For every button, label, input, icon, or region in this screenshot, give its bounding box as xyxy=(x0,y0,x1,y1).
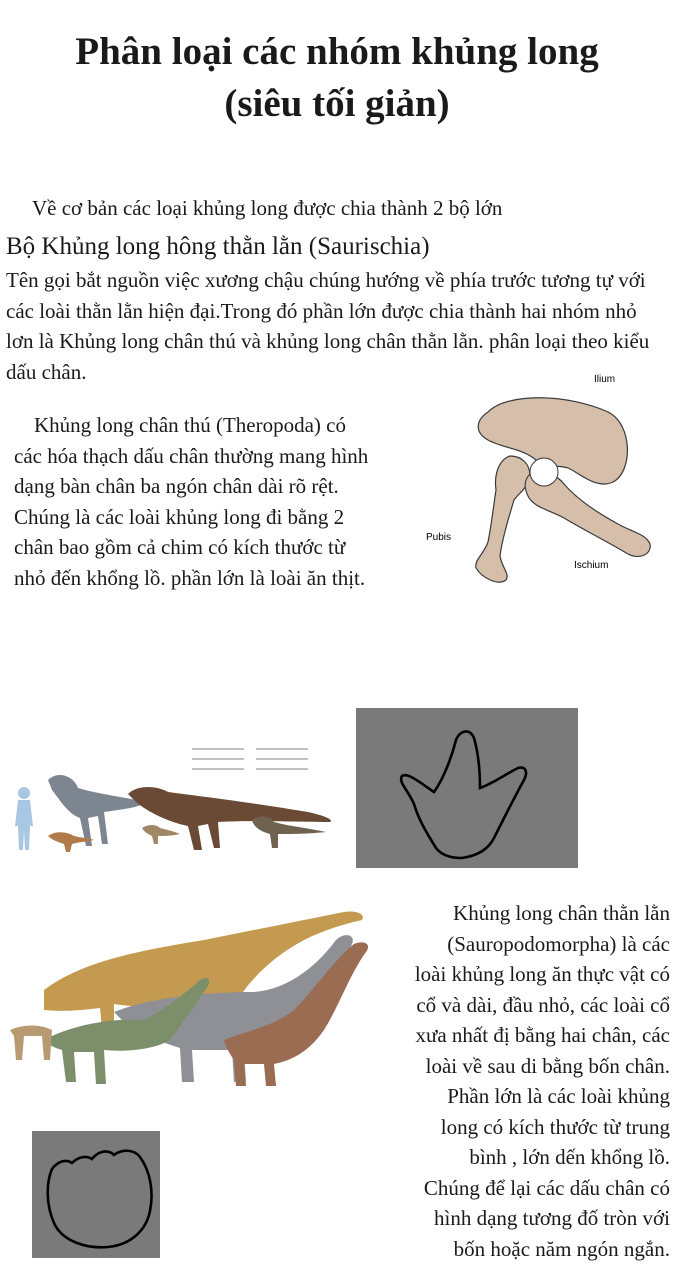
saurischian-pelvis-diagram xyxy=(418,372,674,594)
sauropod-line: (Sauropodomorpha) là các xyxy=(447,931,670,956)
sauropod-small-tan xyxy=(10,1026,52,1061)
sauropod-footprint-panel xyxy=(32,1131,160,1258)
round-footprint-icon xyxy=(32,1131,160,1258)
sauropod-line: hình dạng tương đố tròn với xyxy=(434,1206,670,1230)
theropoda-description xyxy=(14,410,374,593)
saurischia-heading: Bộ Khủng long hông thằn lằn (Saurischia) xyxy=(6,233,430,260)
intro-text: Về cơ bản các loại khủng long được chia thành 2 bộ lớn xyxy=(32,196,503,220)
theropod-footprint-panel xyxy=(356,708,578,868)
sauropod-line: bốn hoặc năm ngón ngắn. xyxy=(453,1236,670,1261)
sauropod-line: xưa nhất đị bằng hai chân, các xyxy=(415,1023,670,1047)
ischium-label: Ischium xyxy=(574,560,609,571)
sauropod-line: long có kích thước từ trung xyxy=(440,1114,670,1139)
ilium-label: Ilium xyxy=(594,374,616,385)
sauropod-line: loài về sau di bằng bốn chân. xyxy=(425,1053,670,1078)
sauropodomorph-size-comparison-illustration xyxy=(4,900,380,1092)
three-toed-footprint-icon xyxy=(356,708,578,868)
sauropod-line: Khủng long chân thằn lằn xyxy=(453,901,670,925)
sauropod-line: bình , lớn dến khổng lồ. xyxy=(469,1145,670,1169)
pubis-bone xyxy=(476,456,530,582)
theropoda-text: Khủng long chân thú (Theropoda) có các hóa thạch dấu chân thường mang hình dạng bàn chân ba ngón chân dài rõ rệt. Chúng là các loài khủng long đi bằng 2 chân bao gồm cả chim có kích thước từ nhỏ đến khổng lồ. phần lớn là loài ăn thịt. xyxy=(14,413,369,590)
scale-bars xyxy=(192,749,308,769)
sauropodomorpha-description xyxy=(348,898,670,1264)
title-line-2: (siêu tối giản) xyxy=(224,82,450,125)
large-theropod-brown xyxy=(128,787,331,850)
pubis-label: Pubis xyxy=(426,532,452,543)
sauropod-line: Phần lớn là các loài khủng xyxy=(447,1084,670,1108)
saurischia-description: Tên gọi bắt nguồn việc xương chậu chúng hướng về phía trước tương tự với các loài thằn lằn hiện đại.Trong đó phần lớn được chia thành hai nhóm nhỏ lơn là Khủng long chân thú và khủng long chân thằn lằn. phân loại theo kiểu dấu chân. xyxy=(6,268,650,384)
sauropod-line: loài khủng long ăn thực vật có xyxy=(414,962,670,986)
page-title xyxy=(0,26,674,130)
title-line-1: Phân loại các nhóm khủng long xyxy=(75,30,599,73)
sauropod-line: cổ và dài, đầu nhỏ, các loài cổ xyxy=(416,992,670,1017)
sauropod-line: Chúng để lại các dấu chân có xyxy=(423,1175,670,1200)
small-theropod-2 xyxy=(142,825,180,844)
acetabulum xyxy=(530,458,558,486)
human-silhouette xyxy=(15,787,33,850)
theropod-size-comparison-illustration xyxy=(8,740,338,860)
